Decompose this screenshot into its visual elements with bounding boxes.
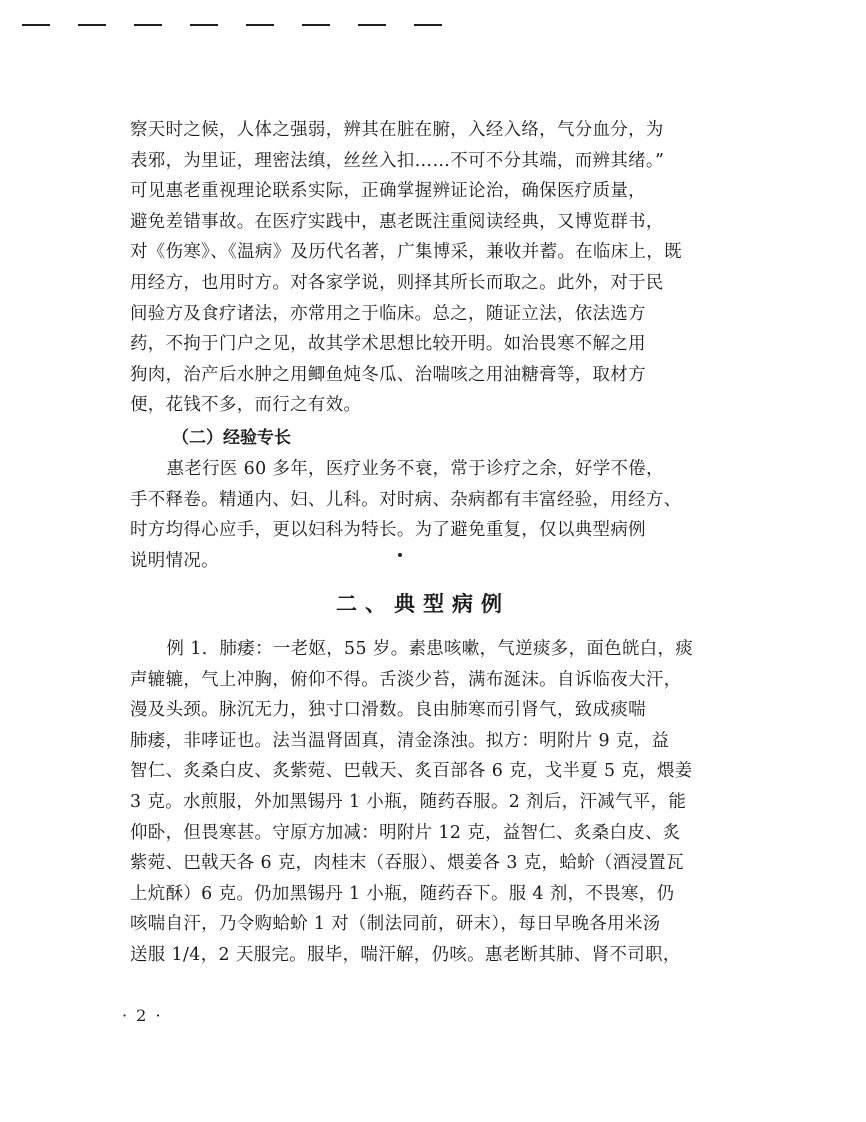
text-line: 对《伤寒》、《温病》及历代名著，广集博采，兼收并蓄。在临床上，既 (130, 242, 682, 263)
text-line: 咳喘自汗，乃令购蛤蚧 1 对（制法同前，研末），每日早晚各用米汤 (130, 914, 661, 935)
text-line: 避免差错事故。在医疗实践中，惠老既注重阅读经典，又博览群书， (130, 211, 664, 232)
text-line: 表邪，为里证，理密法缜，丝丝入扣……不可不分其端，而辨其绪。” (130, 150, 665, 171)
subheading-experience: （二）经验专长 (172, 428, 291, 448)
header-dash-rule (22, 18, 442, 32)
text-line: 肺痿，非哮证也。法当温肾固真，清金涤浊。拟方：明附片 9 克，益 (130, 730, 670, 751)
text-line: 药，不拘于门户之见，故其学术思想比较开明。如治畏寒不解之用 (130, 334, 646, 355)
text-line: 说明情况。 (130, 550, 219, 571)
section-title: 二、典型病例 (336, 592, 510, 616)
text-line: 声辘辘，气上冲胸，俯仰不得。舌淡少苔，满布涎沫。自诉临夜大汗， (130, 669, 682, 690)
text-line: 紫菀、巴戟天各 6 克，肉桂末（吞服）、煨姜各 3 克，蛤蚧（酒浸置瓦 (130, 853, 684, 874)
paragraph-experience (130, 454, 740, 576)
text-line: 例 1．肺痿：一老妪，55 岁。素患咳嗽，气逆痰多，面色㿠白，痰 (166, 639, 694, 659)
text-line: 送服 1/4，2 天服完。服毕，喘汗解，仍咳。惠老断其肺、肾不司职， (130, 944, 681, 965)
text-line: 间验方及食疗诸法，亦常用之于临床。总之，随证立法，依法选方 (130, 303, 646, 324)
text-line: 上炕酥）6 克。仍加黑锡丹 1 小瓶，随药吞下。服 4 剂，不畏寒，仍 (130, 883, 675, 904)
text-line: 狗肉，治产后水肿之用鲫鱼炖冬瓜、治喘咳之用油糖膏等，取材方 (130, 364, 646, 385)
paragraph-case-1 (130, 634, 740, 971)
text-line: 察天时之候，人体之强弱，辨其在脏在腑，入经入络，气分血分，为 (130, 120, 664, 140)
paragraph-continuation (130, 115, 740, 421)
text-line: 用经方，也用时方。对各家学说，则择其所长而取之。此外，对于民 (130, 272, 664, 293)
page-number: · 2 · (122, 1006, 163, 1025)
text-line: 时方均得心应手，更以妇科为特长。为了避免重复，仅以典型病例 (130, 520, 646, 541)
text-line: 漫及头颈。脉沉无力，独寸口滑数。良由肺寒而引肾气，致成痰喘 (130, 700, 646, 721)
print-speck (398, 553, 402, 557)
text-line: 惠老行医 60 多年，医疗业务不衰，常于诊疗之余，好学不倦， (166, 459, 664, 479)
text-line: 3 克。水煎服，外加黑锡丹 1 小瓶，随药吞服。2 剂后，汗减气平，能 (130, 791, 687, 812)
text-line: 手不释卷。精通内、妇、儿科。对时病、杂病都有丰富经验，用经方、 (130, 489, 682, 510)
text-line: 仰卧，但畏寒甚。守原方加减：明附片 12 克，益智仁、炙桑白皮、炙 (130, 822, 681, 843)
text-line: 智仁、炙桑白皮、炙紫菀、巴戟天、炙百部各 6 克，戈半夏 5 克，煨姜 (130, 761, 693, 782)
text-line: 便，花钱不多，而行之有效。 (130, 395, 362, 416)
text-line: 可见惠老重视理论联系实际，正确掌握辨证论治，确保医疗质量， (130, 181, 646, 202)
